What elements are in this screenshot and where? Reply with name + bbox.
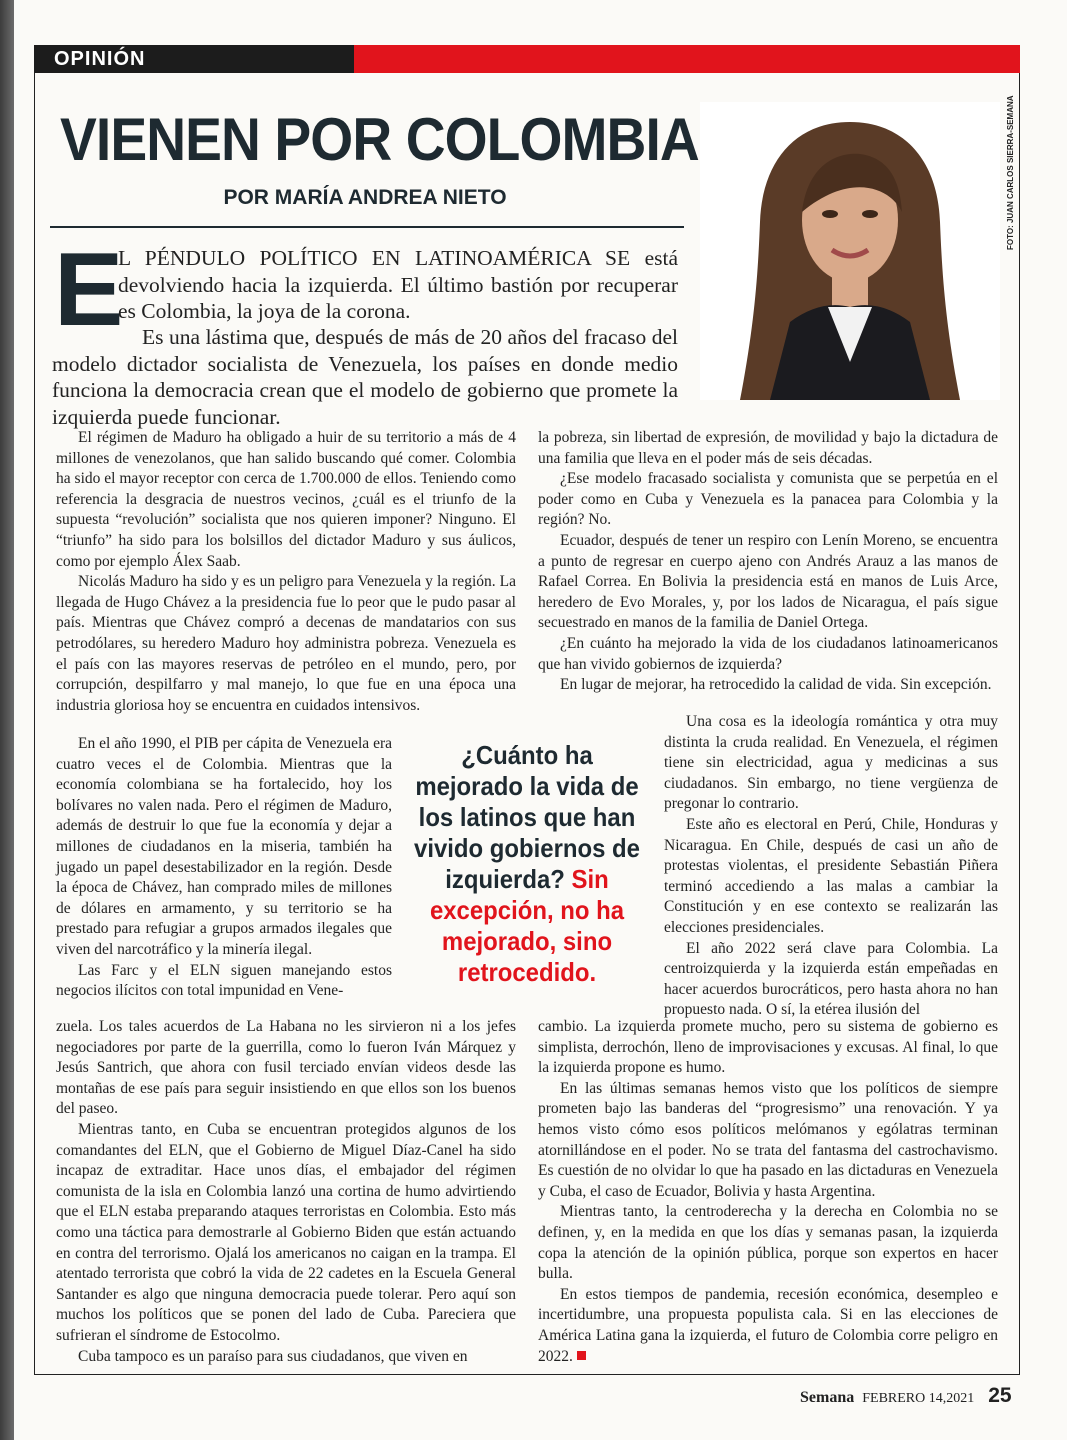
paragraph: la pobreza, sin libertad de expresión, de movilidad y bajo la dictadura de una familia que lleva en el poder más de seis décadas. [538, 429, 998, 467]
lead-paragraph: L PÉNDULO POLÍTICO EN LATINOAMÉRICA SE está devolviendo hacia la izquierda. El último bastión por recuperar es Colombia, la joya de la corona. [118, 246, 678, 323]
column-2-bottom [538, 1017, 998, 1367]
paragraph: Ecuador, después de tener un respiro con Lenín Moreno, se encuentra a punto de regresar en cuerpo ajeno con Andrés Arauz a las manos de Rafael Correa. En Bolivia la presidencia está en manos de Luis Arce, heredero de Evo Morales, y, por los lados de Nicaragua, el país sigue secuestrado en manos de la familia de Daniel Ortega. [538, 531, 998, 632]
photo-credit: FOTO: JUAN CARLOS SIERRA-SEMANA [1006, 95, 1015, 250]
section-bar-red [354, 45, 1020, 73]
column-1-bottom [56, 1017, 516, 1367]
pull-quote-answer: Sin excepción, no ha mejorado, sino retrocedido. [429, 864, 625, 987]
paragraph: En lugar de mejorar, ha retrocedido la calidad de vida. Sin excepción. [560, 676, 992, 694]
byline: POR MARÍA ANDREA NIETO [223, 186, 507, 209]
title-rule [50, 226, 684, 228]
pull-quote [412, 740, 642, 988]
paragraph: Este año es electoral en Perú, Chile, Honduras y Nicaragua. En Chile, después de casi un año de protestas violentas, el presidente Sebastián Piñera terminó accediendo a las malas a cambiar la Constitución y en ese contexto se realizarán las elecciones presidenciales. [664, 815, 998, 936]
column-1-top [56, 428, 516, 716]
paragraph: cambio. La izquierda promete mucho, pero su sistema de gobierno es simplista, derrochón, lleno de improvisaciones y excusas. Al final, lo que la izquierda propone es humo. [538, 1018, 998, 1077]
end-mark [577, 1351, 586, 1360]
paragraph: ¿En cuánto ha mejorado la vida de los ciudadanos latinoamericanos que han vivido gobiernos de izquierda? [538, 634, 998, 673]
paragraph: En el año 1990, el PIB per cápita de Venezuela era cuatro veces el de Colombia. Mientras que la economía colombiana se ha fortalecido, hoy los bolívares no valen nada. Pero el régimen de Maduro, además de destruir lo que fue la economía y dejar a millones de ciudadanos en la miseria, también ha jugado un papel desestabilizador en la región. Desde la época de Chávez, han comprado miles de millones de dólares en armamento, y su territorio se ha prestado para refugiar a grupos armados ilegales que viven del narcotráfico y la minería ilegal. [56, 735, 392, 958]
paragraph: Una cosa es la ideología romántica y otra muy distinta la cruda realidad. En Venezuela, el régimen tiene sin electricidad, agua y medicinas a sus ciudadanos. Sin embargo, no tiene vergüenza de pregonar lo contrario. [664, 713, 998, 813]
paragraph: Las Farc y el ELN siguen manejando estos negocios ilícitos con total impunidad en Vene- [56, 961, 392, 1000]
page-number: 25 [988, 1384, 1012, 1407]
paragraph: Mientras tanto, la centroderecha y la derecha en Colombia no se definen, y, en la medida en que los días y semanas pasan, la izquierda copa la atención de la opinión pública, porque son expertos en hacer bulla. [538, 1203, 998, 1283]
page-footer [800, 1384, 1012, 1408]
column-2-top [538, 428, 998, 696]
article-title: VIENEN POR COLOMBIA [60, 106, 699, 173]
lead-paragraph-second: Es una lástima que, después de más de 20 años del fracaso del modelo dictador socialista de Venezuela, los países en donde medio funciona la democracia crean que el modelo de gobierno que promete la izquierda puede funcionar. [52, 325, 678, 429]
paragraph: zuela. Los tales acuerdos de La Habana no les sirvieron ni a los jefes negociadores por parte de la guerrilla, como lo fueron Iván Márquez y Jesús Santrich, que ahora con fusil terciado envían videos desde las montañas de ese país para seguir insistiendo en que ellos son los buenos del paseo. [56, 1018, 516, 1118]
paragraph: Mientras tanto, en Cuba se encuentran protegidos algunos de los comandantes del ELN, que el Gobierno de Miguel Díaz-Canel ha sido incapaz de extraditar. Hace unos días, el embajador del régimen comunista de la isla en Colombia lanzó una cortina de humo advirtiendo que el ELN estaba preparando ataques terroristas en Colombia. Esto más como una táctica para demostrarle al Gobierno Biden que están actuando en contra del terrorismo. Ojalá los americanos no caigan en la trampa. El atentado terrorista que cobró la vida de 22 cadetes en la Escuela General Santander es algo que ninguna democracia puede tolerar. Pero aquí son muchos los políticos que se ponen del lado de Cuba. Pareciera que sufrieran el síndrome de Estocolmo. [56, 1120, 516, 1344]
magazine-name: Semana [800, 1389, 855, 1406]
paragraph: Cuba tampoco es un paraíso para sus ciudadanos, que viven en [78, 1347, 468, 1365]
section-bar [34, 45, 1020, 73]
section-label: OPINIÓN [54, 48, 146, 70]
paragraph: El año 2022 será clave para Colombia. La centroizquierda y la izquierda están empeñadas en hacer acuerdos burocráticos, pero hasta ahora no han propuesto nada. O sí, la etérea ilusión del [664, 939, 998, 1019]
paragraph: En las últimas semanas hemos visto que los políticos de siempre prometen bajo las banderas del “progresismo” una renovación. Y ya hemos visto cómo esos políticos melómanos y ególatras terminan atornillándose en el poder. No se trata del fantasma del castrochavismo. Es cuestión de no olvidar lo que ha pasado en las dictaduras en Venezuela y Cuba, el caso de Ecuador, Bolivia y hasta Argentina. [538, 1079, 998, 1200]
drop-cap: E [54, 232, 124, 348]
column-1-narrow [56, 734, 392, 1002]
author-photo [700, 102, 1000, 400]
issue-date: FEBRERO 14,2021 [862, 1391, 975, 1406]
pull-quote-question: ¿Cuánto ha mejorado la vida de los latinos que han vivido gobiernos de izquierda? [414, 740, 640, 894]
paragraph: En estos tiempos de pandemia, recesión económica, desempleo e incertidumbre, una propuesta populista cala. Si en las elecciones de América Latina gana la izquierda, el futuro de Colombia corre peligro en 2022. [538, 1285, 998, 1365]
paragraph: El régimen de Maduro ha obligado a huir de su territorio a más de 4 millones de venezolanos, que han salido buscando qué comer. Colombia ha sido el mayor receptor con cerca de 1.700.000 de ellos. Teniendo como referencia la desgracia de nuestros vecinos, ¿cuál es el triunfo de la supuesta “revolución” socialista que nos quieren imponer? Ninguno. El “triunfo” ha sido para los bolsillos del dictador Maduro y sus áulicos, como por ejemplo Álex Saab. [56, 429, 516, 570]
column-2-narrow [664, 712, 998, 1021]
paragraph: ¿Ese modelo fracasado socialista y comunista que se perpetúa en el poder como en Cuba y Venezuela es la panacea para Colombia y la región? No. [538, 470, 998, 529]
paragraph: Nicolás Maduro ha sido y es un peligro para Venezuela y la región. La llegada de Hugo Chávez a la presidencia fue lo peor que le pudo pasar al país. Mientras que Chávez compró a decenas de mandatarios con sus petrodólares, su heredero Maduro hoy administra pobreza. Venezuela es el país con las mayores reservas de petróleo en el mundo, pero, por corrupción, despilfarro y mal manejo, lo que fue en una época una industria gloriosa hoy se encuentra en cuidados intensivos. [56, 573, 516, 714]
